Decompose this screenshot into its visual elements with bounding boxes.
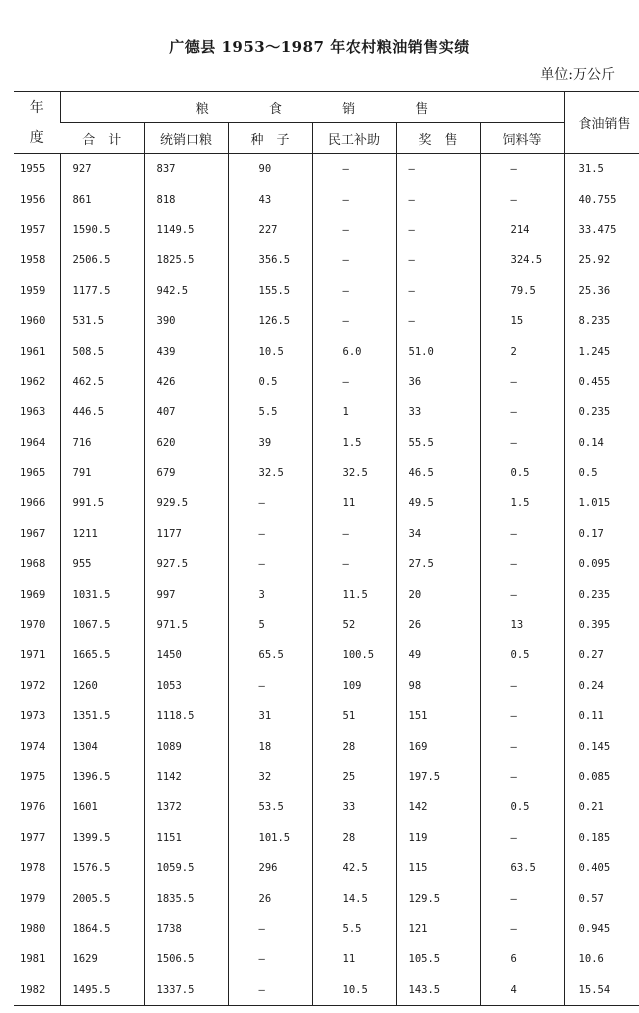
cell-tongxiao: 1053: [144, 671, 228, 701]
cell-oil: 25.92: [564, 245, 639, 275]
table-row: [14, 823, 639, 853]
table-row: [14, 215, 639, 245]
cell-oil: 10.6: [564, 944, 639, 974]
cell-tongxiao: 1835.5: [144, 883, 228, 913]
cell-tongxiao: 942.5: [144, 276, 228, 306]
cell-total: 508.5: [60, 336, 144, 366]
cell-total: 1495.5: [60, 975, 144, 1006]
cell-bonus: 121: [396, 914, 480, 944]
table-row: [14, 944, 639, 974]
header-feed: 饲料等: [480, 123, 564, 154]
cell-tongxiao: 837: [144, 154, 228, 185]
cell-oil: 0.11: [564, 701, 639, 731]
cell-bonus: —: [396, 276, 480, 306]
cell-oil: 1.245: [564, 336, 639, 366]
cell-labor: —: [312, 276, 396, 306]
header-year-top: 年: [29, 99, 44, 116]
cell-year: 1969: [20, 588, 46, 601]
table-row: [14, 762, 639, 792]
cell-seed: 90: [228, 154, 312, 185]
header-seed: 种 子: [228, 123, 312, 154]
cell-year: 1975: [20, 771, 46, 783]
cell-tongxiao: 1450: [144, 640, 228, 670]
cell-labor: 32.5: [312, 458, 396, 488]
cell-seed: 10.5: [228, 336, 312, 366]
cell-total: 955: [60, 549, 144, 579]
cell-labor: —: [312, 245, 396, 275]
unit-label: 单位:万公斤: [540, 67, 615, 83]
cell-total: 1396.5: [60, 762, 144, 792]
cell-oil: 0.945: [564, 914, 639, 944]
cell-seed: —: [228, 488, 312, 518]
cell-seed: 39: [228, 428, 312, 458]
cell-total: 1260: [60, 671, 144, 701]
table-row: [14, 458, 639, 488]
cell-labor: 42.5: [312, 853, 396, 883]
cell-seed: 0.5: [228, 367, 312, 397]
cell-tongxiao: 1059.5: [144, 853, 228, 883]
table-row: [14, 306, 639, 336]
cell-year: 1970: [20, 619, 46, 632]
cell-bonus: 169: [396, 731, 480, 761]
cell-year: 1966: [20, 497, 46, 510]
cell-feed: 324.5: [480, 245, 564, 275]
cell-seed: 65.5: [228, 640, 312, 670]
cell-labor: 28: [312, 823, 396, 853]
cell-seed: 5.5: [228, 397, 312, 427]
table-row: [14, 367, 639, 397]
cell-labor: 11.5: [312, 579, 396, 609]
cell-year: 1964: [20, 436, 46, 449]
cell-year: 1976: [20, 801, 46, 814]
page-title: 广德县 1953～1987 年农村粮油销售实绩: [169, 38, 470, 56]
cell-labor: 25: [312, 762, 396, 792]
cell-seed: 26: [228, 883, 312, 913]
table-row: [14, 184, 639, 214]
cell-tongxiao: 1089: [144, 731, 228, 761]
cell-year: 1972: [20, 679, 46, 692]
cell-total: 1590.5: [60, 215, 144, 245]
cell-oil: 0.455: [564, 367, 639, 397]
cell-tongxiao: 1738: [144, 914, 228, 944]
cell-year: 1974: [20, 740, 46, 753]
cell-feed: 1.5: [480, 488, 564, 518]
cell-seed: 32.5: [228, 458, 312, 488]
cell-tongxiao: 971.5: [144, 610, 228, 640]
cell-total: 716: [60, 428, 144, 458]
table-row: [14, 883, 639, 913]
cell-tongxiao: 997: [144, 579, 228, 609]
cell-tongxiao: 818: [144, 184, 228, 214]
cell-oil: 33.475: [564, 215, 639, 245]
cell-total: 1031.5: [60, 579, 144, 609]
cell-bonus: —: [396, 306, 480, 336]
cell-total: 927: [60, 154, 144, 185]
table-row: [14, 549, 639, 579]
cell-year: 1955: [20, 163, 46, 176]
table-row: [14, 731, 639, 761]
cell-feed: 0.5: [480, 640, 564, 670]
cell-oil: 8.235: [564, 306, 639, 336]
cell-feed: —: [480, 154, 564, 185]
cell-oil: 0.27: [564, 640, 639, 670]
table-row: [14, 245, 639, 275]
cell-labor: 1.5: [312, 428, 396, 458]
cell-feed: 4: [480, 975, 564, 1006]
cell-year: 1979: [20, 892, 46, 905]
cell-feed: —: [480, 823, 564, 853]
cell-feed: 214: [480, 215, 564, 245]
cell-oil: 0.235: [564, 579, 639, 609]
cell-total: 1351.5: [60, 701, 144, 731]
cell-tongxiao: 1825.5: [144, 245, 228, 275]
cell-feed: —: [480, 184, 564, 214]
cell-total: 1576.5: [60, 853, 144, 883]
cell-labor: 5.5: [312, 914, 396, 944]
cell-bonus: 151: [396, 701, 480, 731]
cell-labor: —: [312, 519, 396, 549]
header-grain-char: 粮: [195, 101, 209, 117]
cell-seed: 32: [228, 762, 312, 792]
table-row: [14, 640, 639, 670]
cell-tongxiao: 390: [144, 306, 228, 336]
cell-bonus: 51.0: [396, 336, 480, 366]
cell-year: 1960: [20, 315, 46, 328]
cell-seed: 31: [228, 701, 312, 731]
cell-bonus: 129.5: [396, 883, 480, 913]
cell-year: 1968: [20, 558, 46, 571]
header-grain-group: [60, 92, 564, 123]
cell-total: 446.5: [60, 397, 144, 427]
cell-oil: 0.57: [564, 883, 639, 913]
cell-feed: 15: [480, 306, 564, 336]
cell-seed: —: [228, 671, 312, 701]
cell-total: 2005.5: [60, 883, 144, 913]
cell-oil: 31.5: [564, 154, 639, 185]
cell-oil: 25.36: [564, 276, 639, 306]
table-row: [14, 914, 639, 944]
cell-labor: —: [312, 367, 396, 397]
cell-labor: 52: [312, 610, 396, 640]
cell-year: 1982: [14, 975, 60, 1006]
cell-tongxiao: 1142: [144, 762, 228, 792]
cell-feed: 6: [480, 944, 564, 974]
cell-seed: 18: [228, 731, 312, 761]
cell-feed: —: [480, 579, 564, 609]
cell-total: 1399.5: [60, 823, 144, 853]
cell-bonus: 46.5: [396, 458, 480, 488]
cell-seed: 5: [228, 610, 312, 640]
cell-feed: —: [480, 731, 564, 761]
cell-seed: —: [228, 975, 312, 1006]
cell-bonus: 34: [396, 519, 480, 549]
cell-labor: 51: [312, 701, 396, 731]
cell-oil: 15.54: [564, 975, 639, 1006]
header-grain-char: 售: [415, 101, 429, 117]
cell-bonus: 33: [396, 397, 480, 427]
cell-bonus: —: [396, 184, 480, 214]
cell-labor: —: [312, 306, 396, 336]
cell-labor: 28: [312, 731, 396, 761]
cell-feed: —: [480, 914, 564, 944]
cell-labor: —: [312, 154, 396, 185]
cell-oil: 1.015: [564, 488, 639, 518]
cell-labor: 1: [312, 397, 396, 427]
table-row: [14, 671, 639, 701]
cell-year: 1956: [20, 193, 46, 206]
cell-seed: 126.5: [228, 306, 312, 336]
cell-total: 462.5: [60, 367, 144, 397]
cell-seed: 101.5: [228, 823, 312, 853]
header-bonus: 奖 售: [396, 123, 480, 154]
table-row: [14, 975, 639, 1006]
cell-bonus: 105.5: [396, 944, 480, 974]
cell-year: 1962: [20, 375, 46, 388]
header-total: 合 计: [60, 123, 144, 154]
cell-tongxiao: 927.5: [144, 549, 228, 579]
cell-year: 1978: [20, 862, 46, 875]
cell-total: 991.5: [60, 488, 144, 518]
cell-tongxiao: 439: [144, 336, 228, 366]
grain-oil-sales-table: [14, 91, 639, 1006]
cell-total: 1304: [60, 731, 144, 761]
cell-oil: 0.24: [564, 671, 639, 701]
header-oil: 食油销售: [564, 92, 639, 154]
cell-tongxiao: 1177: [144, 519, 228, 549]
cell-total: 1601: [60, 792, 144, 822]
cell-tongxiao: 1506.5: [144, 944, 228, 974]
cell-bonus: 26: [396, 610, 480, 640]
cell-year: 1958: [20, 254, 46, 267]
cell-labor: —: [312, 184, 396, 214]
cell-oil: 0.405: [564, 853, 639, 883]
cell-oil: 0.145: [564, 731, 639, 761]
cell-tongxiao: 1149.5: [144, 215, 228, 245]
cell-oil: 0.17: [564, 519, 639, 549]
cell-tongxiao: 679: [144, 458, 228, 488]
cell-labor: 109: [312, 671, 396, 701]
table-body: [14, 154, 639, 1006]
table-row: [14, 428, 639, 458]
cell-feed: —: [480, 701, 564, 731]
header-grain-char: 食: [268, 101, 282, 117]
header-labor: 民工补助: [312, 123, 396, 154]
cell-year: 1973: [20, 710, 46, 723]
cell-tongxiao: 620: [144, 428, 228, 458]
table-row: [14, 853, 639, 883]
cell-oil: 0.21: [564, 792, 639, 822]
cell-seed: 296: [228, 853, 312, 883]
cell-feed: —: [480, 519, 564, 549]
cell-total: 1067.5: [60, 610, 144, 640]
cell-feed: 79.5: [480, 276, 564, 306]
table-row: [14, 701, 639, 731]
cell-bonus: —: [396, 245, 480, 275]
cell-bonus: 49.5: [396, 488, 480, 518]
table-row: [14, 519, 639, 549]
cell-bonus: 20: [396, 579, 480, 609]
table-row: [14, 154, 639, 185]
cell-feed: —: [480, 762, 564, 792]
cell-labor: —: [312, 549, 396, 579]
cell-bonus: —: [396, 154, 480, 185]
cell-tongxiao: 426: [144, 367, 228, 397]
cell-bonus: 36: [396, 367, 480, 397]
cell-total: 2506.5: [60, 245, 144, 275]
cell-bonus: 49: [396, 640, 480, 670]
cell-seed: 3: [228, 579, 312, 609]
cell-feed: —: [480, 549, 564, 579]
cell-total: 1665.5: [60, 640, 144, 670]
cell-tongxiao: 1337.5: [144, 975, 228, 1006]
cell-seed: —: [228, 914, 312, 944]
cell-oil: 0.14: [564, 428, 639, 458]
cell-oil: 40.755: [564, 184, 639, 214]
cell-seed: 356.5: [228, 245, 312, 275]
cell-bonus: 27.5: [396, 549, 480, 579]
header-grain-char: 销: [342, 101, 356, 117]
table-row: [14, 610, 639, 640]
cell-bonus: 55.5: [396, 428, 480, 458]
cell-feed: 0.5: [480, 458, 564, 488]
cell-feed: —: [480, 428, 564, 458]
cell-year: 1981: [20, 953, 46, 966]
cell-feed: 0.5: [480, 792, 564, 822]
cell-tongxiao: 1372: [144, 792, 228, 822]
cell-bonus: 119: [396, 823, 480, 853]
cell-tongxiao: 407: [144, 397, 228, 427]
cell-seed: 227: [228, 215, 312, 245]
cell-bonus: 197.5: [396, 762, 480, 792]
cell-tongxiao: 929.5: [144, 488, 228, 518]
table-row: [14, 579, 639, 609]
cell-tongxiao: 1118.5: [144, 701, 228, 731]
cell-seed: —: [228, 944, 312, 974]
cell-labor: 11: [312, 944, 396, 974]
cell-oil: 0.235: [564, 397, 639, 427]
cell-year: 1965: [20, 467, 46, 480]
cell-feed: —: [480, 671, 564, 701]
table-row: [14, 336, 639, 366]
table-row: [14, 792, 639, 822]
cell-feed: —: [480, 883, 564, 913]
cell-seed: —: [228, 519, 312, 549]
cell-labor: 14.5: [312, 883, 396, 913]
cell-year: 1971: [20, 649, 46, 662]
cell-labor: 6.0: [312, 336, 396, 366]
cell-labor: 11: [312, 488, 396, 518]
table-row: [14, 276, 639, 306]
cell-feed: 63.5: [480, 853, 564, 883]
cell-tongxiao: 1151: [144, 823, 228, 853]
header-year-bottom: 度: [29, 129, 44, 146]
cell-oil: 0.085: [564, 762, 639, 792]
cell-labor: 10.5: [312, 975, 396, 1006]
cell-year: 1963: [20, 406, 46, 419]
cell-seed: 53.5: [228, 792, 312, 822]
cell-year: 1961: [20, 345, 46, 358]
cell-year: 1957: [20, 223, 46, 236]
cell-total: 861: [60, 184, 144, 214]
cell-year: 1980: [20, 922, 46, 935]
header-year: [14, 92, 60, 154]
cell-year: 1967: [20, 527, 46, 540]
cell-bonus: 115: [396, 853, 480, 883]
cell-labor: —: [312, 215, 396, 245]
cell-total: 1629: [60, 944, 144, 974]
cell-feed: —: [480, 397, 564, 427]
cell-oil: 0.095: [564, 549, 639, 579]
cell-feed: 2: [480, 336, 564, 366]
cell-total: 1864.5: [60, 914, 144, 944]
cell-bonus: 143.5: [396, 975, 480, 1006]
cell-oil: 0.395: [564, 610, 639, 640]
cell-seed: 43: [228, 184, 312, 214]
cell-year: 1977: [20, 831, 46, 844]
cell-feed: —: [480, 367, 564, 397]
cell-labor: 100.5: [312, 640, 396, 670]
cell-total: 1177.5: [60, 276, 144, 306]
cell-bonus: —: [396, 215, 480, 245]
table-row: [14, 397, 639, 427]
cell-seed: —: [228, 549, 312, 579]
cell-total: 791: [60, 458, 144, 488]
cell-feed: 13: [480, 610, 564, 640]
cell-bonus: 98: [396, 671, 480, 701]
cell-total: 531.5: [60, 306, 144, 336]
cell-seed: 155.5: [228, 276, 312, 306]
cell-oil: 0.185: [564, 823, 639, 853]
cell-labor: 33: [312, 792, 396, 822]
cell-total: 1211: [60, 519, 144, 549]
cell-bonus: 142: [396, 792, 480, 822]
table-row: [14, 488, 639, 518]
cell-year: 1959: [20, 284, 46, 297]
header-tongxiao: 统销口粮: [144, 123, 228, 154]
cell-oil: 0.5: [564, 458, 639, 488]
